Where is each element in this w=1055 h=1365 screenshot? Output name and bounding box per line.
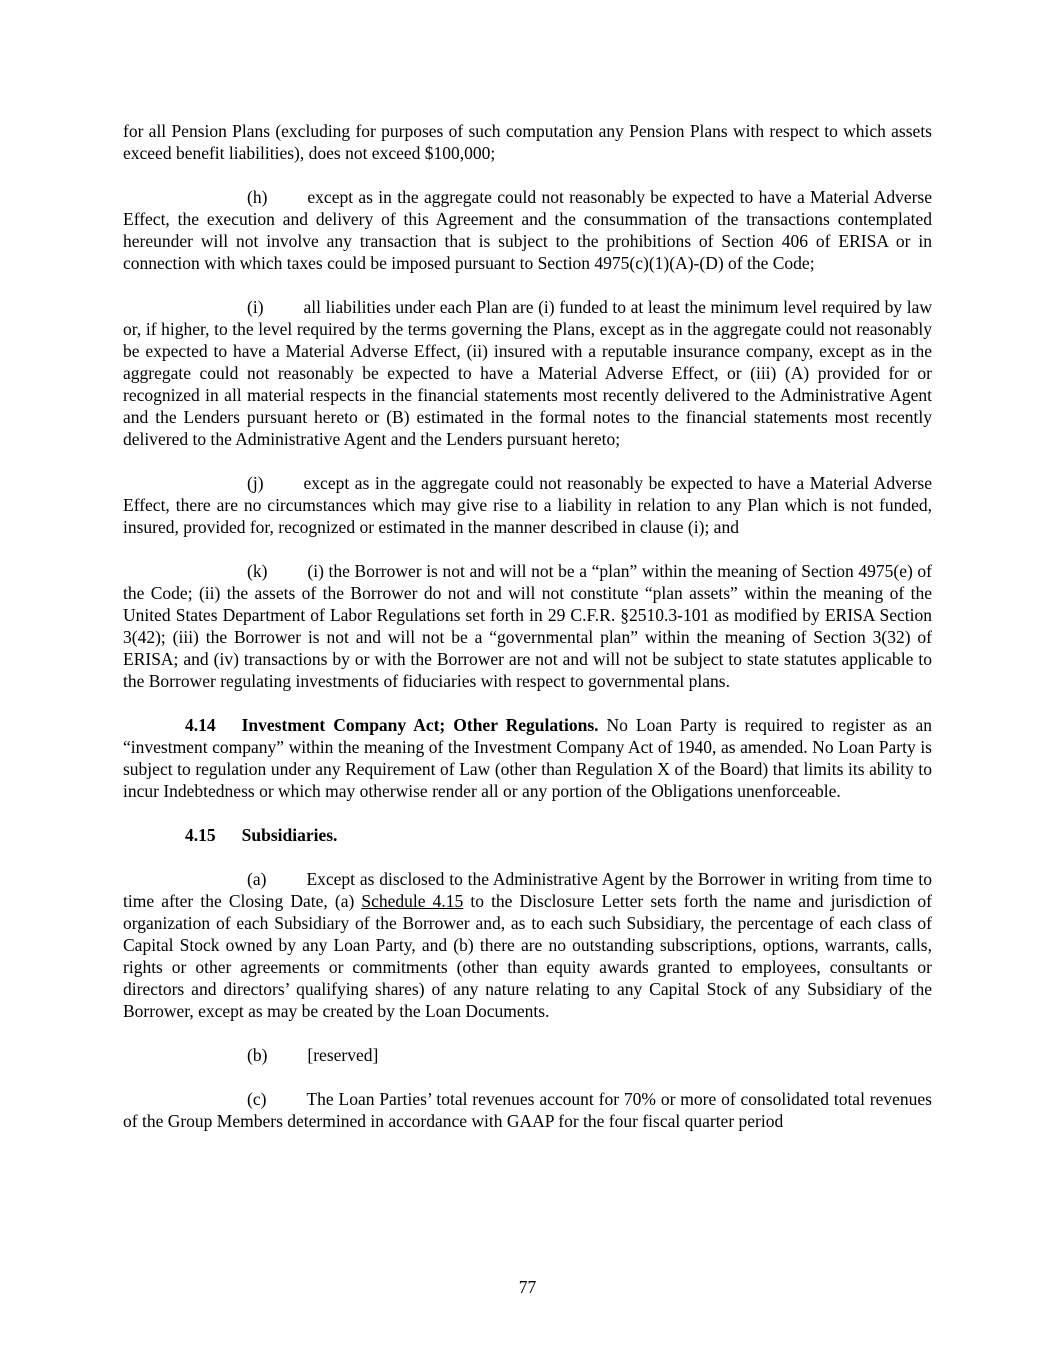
clause-text: except as in the aggregate could not reasonably be expected to have a Material Adverse Effect, the execution and delivery of this Agreement and the consummation of the transactions contemplated hereunder will not involve any transaction that is subject to the prohibitions of Section 406 of ERISA or in connection with which taxes could be imposed pursuant to Section 4975(c)(1)(A)-(D) of the Code;	[123, 187, 932, 273]
paragraph-text: for all Pension Plans (excluding for purposes of such computation any Pension Plans with respect to which assets exceed benefit liabilities), does not exceed $100,000;	[123, 121, 932, 163]
clause-label: (k)	[247, 561, 268, 581]
clause-text: The Loan Parties’ total revenues account for 70% or more of consolidated total revenues of the Group Members determined in accordance with GAAP for the four fiscal quarter period	[123, 1089, 932, 1131]
paragraph-clause-j	[123, 472, 932, 538]
clause-label: (j)	[247, 473, 264, 493]
paragraph-clause-k	[123, 560, 932, 692]
clause-label: (i)	[247, 297, 264, 317]
clause-label: (c)	[247, 1089, 267, 1109]
clause-text: Except as disclosed to the Administrative Agent by the Borrower in writing from time to time after the Closing Date, (a)	[123, 869, 932, 911]
clause-text: (i) the Borrower is not and will not be a “plan” within the meaning of Section 4975(e) of the Code; (ii) the assets of the Borrower do not and will not constitute “plan assets” within the meaning of the United States Department of Labor Regulations set forth in 29 C.F.R. §2510.3-101 as modified by ERISA Section 3(42); (iii) the Borrower is not and will not be a “governmental plan” within the meaning of Section 3(32) of ERISA; and (iv) transactions by or with the Borrower are not and will not be subject to state statutes applicable to the Borrower regulating investments of fiduciaries with respect to governmental plans.	[123, 561, 932, 691]
schedule-reference: Schedule 4.15	[361, 891, 464, 911]
clause-label: (a)	[247, 869, 267, 889]
paragraph-clause-a	[123, 868, 932, 1022]
paragraph-continuation	[123, 120, 932, 164]
section-text: No Loan Party is required to register as an “investment company” within the meaning of the Investment Company Act of 1940, as amended. No Loan Party is subject to regulation under any Requirement of Law (other than Regulation X of the Board) that limits its ability to incur Indebtedness or which may otherwise render all or any portion of the Obligations unenforceable.	[123, 715, 932, 801]
clause-text: to the Disclosure Letter sets forth the name and jurisdiction of organization of each Subsidiary of the Borrower and, as to each such Subsidiary, the percentage of each class of Capital Stock owned by any Loan Party, and (b) there are no outstanding subscriptions, options, warrants, calls, rights or other agreements or commitments (other than equity awards granted to employees, consultants or directors and directors’ qualifying shares) of any nature relating to any Capital Stock of any Subsidiary of the Borrower, except as may be created by the Loan Documents.	[123, 891, 933, 1021]
clause-label: (h)	[247, 187, 268, 207]
section-number: 4.14	[185, 715, 216, 735]
paragraph-clause-b	[123, 1044, 932, 1066]
section-heading: Subsidiaries.	[241, 825, 338, 845]
clause-text: [reserved]	[307, 1045, 379, 1065]
clause-text: all liabilities under each Plan are (i) funded to at least the minimum level required by law or, if higher, to the level required by the terms governing the Plans, except as in the aggregate could not reasonably be expected to have a Material Adverse Effect, (ii) insured with a reputable insurance company, except as in the aggregate could not reasonably be expected to have a Material Adverse Effect, or (iii) (A) provided for or recognized in all material respects in the financial statements most recently delivered to the Administrative Agent and the Lenders pursuant hereto or (B) estimated in the formal notes to the financial statements most recently delivered to the Administrative Agent and the Lenders pursuant hereto;	[123, 297, 932, 449]
clause-label: (b)	[247, 1045, 268, 1065]
page-number: 77	[518, 1277, 537, 1297]
section-4-15	[123, 824, 932, 846]
section-number: 4.15	[185, 825, 216, 845]
section-4-14	[123, 714, 932, 802]
paragraph-clause-h	[123, 186, 932, 274]
clause-text: except as in the aggregate could not reasonably be expected to have a Material Adverse Effect, there are no circumstances which may give rise to a liability in relation to any Plan which is not funded, insured, provided for, recognized or estimated in the manner described in clause (i); and	[123, 473, 932, 537]
section-heading: Investment Company Act; Other Regulations.	[241, 715, 599, 735]
paragraph-clause-c	[123, 1088, 932, 1132]
paragraph-clause-i	[123, 296, 932, 450]
